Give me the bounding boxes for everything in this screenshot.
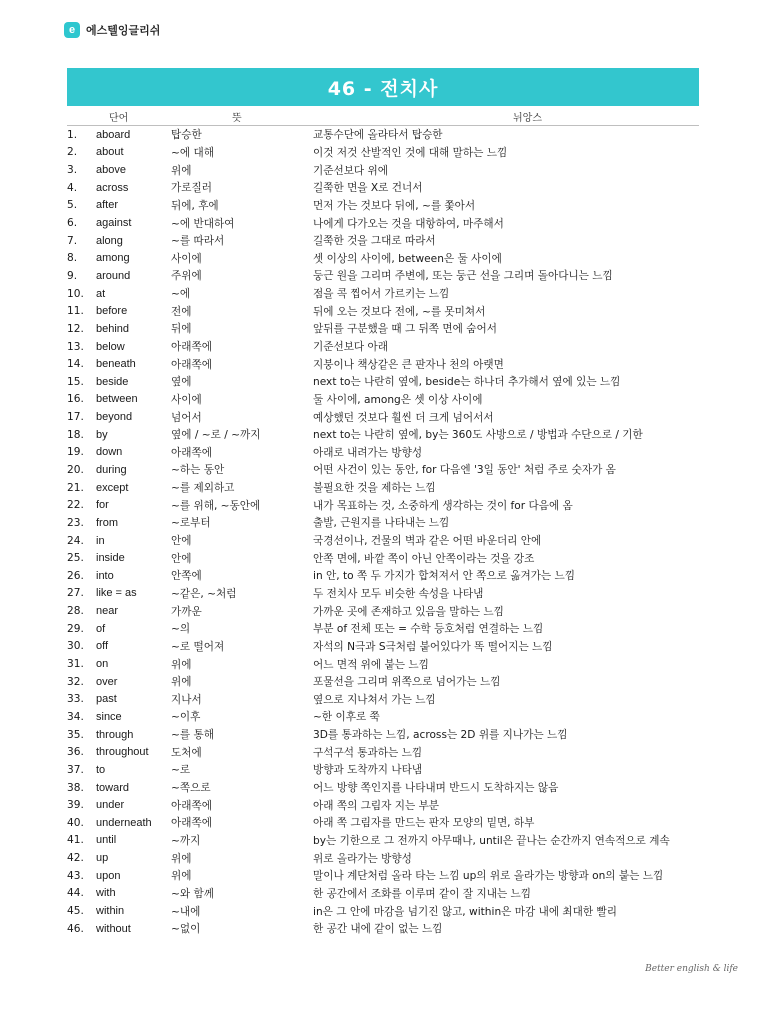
row-meaning: 위에 [171, 852, 192, 865]
row-meaning: 도처에 [171, 746, 202, 759]
row-nuance: ~한 이후로 쭉 [313, 711, 380, 724]
row-word: aboard [96, 128, 131, 141]
brand [64, 22, 160, 38]
row-nuance: 한 공간에서 조화를 이루며 같이 잘 지내는 느낌 [313, 887, 532, 900]
row-meaning: ~같은, ~처럼 [171, 587, 237, 600]
row-nuance: by는 기한으로 그 전까지 아무때나, until은 끝나는 순간까지 연속적으로 계속 [313, 834, 670, 847]
row-word: past [96, 693, 117, 706]
row-meaning: 주위에 [171, 270, 202, 283]
row-word: toward [96, 781, 130, 794]
row-nuance: 불필요한 것을 제하는 느낌 [313, 482, 436, 495]
row-meaning: 아래쪽에 [171, 358, 212, 371]
row-number: 15. [67, 375, 84, 388]
table-row [67, 708, 699, 726]
row-nuance: 교통수단에 올라타서 탑승한 [313, 129, 443, 142]
row-meaning: 뒤에, 후에 [171, 199, 219, 212]
row-number: 10. [67, 287, 84, 300]
row-number: 30. [67, 640, 84, 653]
table-row [67, 655, 699, 673]
row-number: 3. [67, 164, 78, 177]
row-number: 13. [67, 340, 84, 353]
row-number: 35. [67, 728, 84, 741]
row-word: inside [96, 552, 125, 565]
row-meaning: ~를 제외하고 [171, 482, 235, 495]
header-nuance: 뉘앙스 [513, 112, 542, 124]
table-row [67, 355, 699, 373]
table-body [67, 126, 699, 937]
row-meaning: 안에 [171, 535, 192, 548]
row-nuance: 포물선을 그리며 위쪽으로 넘어가는 느낌 [313, 676, 501, 689]
row-word: after [96, 199, 119, 212]
row-meaning: 탑승한 [171, 129, 202, 142]
table-row [67, 585, 699, 603]
row-meaning: ~까지 [171, 834, 201, 847]
row-nuance: 길쭉한 것을 그대로 따라서 [313, 235, 436, 248]
table-row [67, 620, 699, 638]
row-nuance: 내가 목표하는 것, 소중하게 생각하는 것이 for 다음에 옴 [313, 499, 573, 512]
row-word: within [96, 905, 125, 917]
row-number: 45. [67, 905, 84, 917]
row-meaning: ~에 반대하여 [171, 217, 235, 230]
row-number: 46. [67, 922, 84, 935]
row-number: 31. [67, 658, 84, 671]
row-word: in [96, 534, 105, 547]
row-number: 7. [67, 234, 78, 247]
row-number: 16. [67, 393, 84, 406]
row-nuance: 3D를 통과하는 느낌, across는 2D 위를 지나가는 느낌 [313, 729, 568, 742]
row-nuance: 가까운 곳에 존재하고 있음을 말하는 느낌 [313, 605, 504, 618]
table-row [67, 232, 699, 250]
row-nuance: 한 공간 내에 같이 없는 느낌 [313, 923, 443, 936]
row-meaning: ~의 [171, 623, 191, 636]
row-number: 8. [67, 252, 78, 265]
row-nuance: 어느 면적 위에 붙는 느낌 [313, 658, 429, 671]
row-meaning: 뒤에 [171, 323, 192, 336]
table-row [67, 549, 699, 567]
table-row [67, 144, 699, 162]
row-nuance: 둥근 원을 그리며 주변에, 또는 둥근 선을 그리며 돌아다니는 느낌 [313, 270, 613, 283]
row-number: 33. [67, 693, 84, 706]
row-word: under [96, 799, 125, 812]
row-number: 26. [67, 569, 84, 582]
row-number: 32. [67, 675, 84, 688]
row-nuance: 말이나 계단처럼 올라 타는 느낌 up의 위로 올라가는 방향과 on의 붙는 느낌 [313, 870, 664, 883]
row-nuance: 점을 콕 찝어서 가르키는 느낌 [313, 288, 450, 301]
row-word: near [96, 605, 119, 618]
row-meaning: ~없이 [171, 923, 201, 936]
row-word: like = as [96, 587, 137, 600]
row-meaning: 전에 [171, 305, 192, 318]
row-word: except [96, 481, 129, 494]
row-nuance: 길쭉한 면을 X로 건너서 [313, 182, 423, 195]
table-row [67, 514, 699, 532]
row-word: about [96, 146, 124, 159]
table-row [67, 461, 699, 479]
brand-name: 에스텔잉글리쉬 [86, 24, 161, 37]
row-nuance: 어떤 사건이 있는 동안, for 다음엔 '3일 동안' 처럼 주로 숫자가 옴 [313, 464, 616, 477]
row-meaning: 아래쪽에 [171, 341, 212, 353]
row-number: 28. [67, 605, 84, 618]
table-row [67, 249, 699, 267]
table-row [67, 673, 699, 691]
row-word: over [96, 675, 118, 688]
row-word: throughout [96, 746, 149, 759]
table-row [67, 726, 699, 744]
row-number: 18. [67, 428, 84, 441]
row-nuance: 아래 쪽의 그림자 지는 부분 [313, 799, 440, 812]
row-number: 19. [67, 446, 84, 459]
row-word: among [96, 252, 130, 265]
table-row [67, 867, 699, 885]
row-meaning: ~를 따라서 [171, 235, 225, 248]
row-meaning: ~를 통해 [171, 729, 214, 742]
row-meaning: ~에 대해 [171, 146, 214, 159]
row-meaning: 위에 [171, 164, 192, 177]
row-meaning: 아래쪽에 [171, 817, 212, 830]
row-number: 29. [67, 622, 84, 635]
row-meaning: 지나서 [171, 693, 202, 706]
row-number: 20. [67, 463, 84, 476]
row-word: before [96, 305, 128, 318]
row-nuance: 방향과 도착까지 나타냄 [313, 764, 423, 777]
row-meaning: ~를 위해, ~동안에 [171, 499, 261, 512]
row-nuance: 부분 of 전체 또는 = 수학 등호처럼 연결하는 느낌 [313, 623, 544, 636]
row-number: 1. [67, 128, 78, 141]
table-row [67, 832, 699, 850]
row-meaning: 안에 [171, 552, 192, 565]
row-nuance: 자석의 N극과 S극처럼 붙어있다가 똑 떨어지는 느낌 [313, 640, 553, 653]
table-row [67, 849, 699, 867]
page-title: 46 - 전치사 [327, 77, 439, 100]
row-word: behind [96, 322, 130, 335]
row-nuance: 나에게 다가오는 것을 대항하여, 마주해서 [313, 217, 504, 230]
table-row [67, 320, 699, 338]
table-row [67, 796, 699, 814]
header-meaning: 뜻 [232, 112, 242, 124]
table-row [67, 602, 699, 620]
title-banner [67, 68, 699, 106]
row-word: to [96, 763, 106, 776]
row-nuance: 옆으로 지나쳐서 가는 느낌 [313, 693, 436, 706]
row-meaning: ~에 [171, 288, 191, 301]
row-meaning: 위에 [171, 676, 192, 689]
table-row [67, 391, 699, 409]
row-word: along [96, 234, 123, 247]
row-word: on [96, 658, 109, 671]
row-nuance: 어느 방향 쪽인지를 나타내며 반드시 도착하지는 않음 [313, 782, 559, 795]
row-number: 38. [67, 781, 84, 794]
row-number: 11. [67, 305, 84, 318]
table-row [67, 496, 699, 514]
row-number: 25. [67, 552, 84, 565]
row-word: at [96, 287, 106, 300]
row-number: 17. [67, 411, 84, 424]
table-row [67, 302, 699, 320]
table-row [67, 214, 699, 232]
row-meaning: ~로부터 [171, 517, 211, 530]
row-nuance: 두 전치사 모두 비슷한 속성을 나타냄 [313, 587, 484, 600]
row-nuance: 지붕이나 책상같은 큰 판자나 천의 아랫면 [313, 358, 504, 371]
row-number: 6. [67, 217, 78, 230]
row-word: with [96, 887, 116, 900]
row-number: 40. [67, 816, 84, 829]
row-meaning: 가까운 [171, 605, 202, 618]
table-row [67, 761, 699, 779]
row-meaning: 위에 [171, 870, 192, 883]
table-row [67, 267, 699, 285]
row-meaning: ~이후 [171, 711, 201, 724]
header-word: 단어 [109, 112, 129, 124]
row-meaning: ~로 [171, 764, 191, 777]
row-word: by [96, 428, 108, 441]
table-row [67, 179, 699, 197]
row-meaning: 넘어서 [171, 411, 202, 424]
table-header [67, 107, 699, 126]
table-row [67, 444, 699, 462]
row-meaning: 가로질러 [171, 182, 212, 195]
table-row [67, 408, 699, 426]
row-word: below [96, 340, 125, 353]
row-meaning: 사이에 [171, 393, 202, 406]
row-word: of [96, 622, 106, 635]
row-number: 14. [67, 358, 84, 371]
row-nuance: 둘 사이에, among은 셋 이상 사이에 [313, 393, 483, 406]
table-row [67, 779, 699, 797]
row-meaning: 위에 [171, 658, 192, 671]
row-number: 44. [67, 887, 84, 900]
row-nuance: 국경선이나, 건물의 벽과 같은 어떤 바운더리 안에 [313, 535, 542, 548]
row-meaning: ~하는 동안 [171, 464, 225, 477]
row-meaning: 사이에 [171, 252, 202, 265]
table-row [67, 338, 699, 356]
row-word: for [96, 499, 109, 512]
row-word: upon [96, 869, 121, 882]
row-number: 12. [67, 322, 84, 335]
table-row [67, 743, 699, 761]
row-number: 39. [67, 799, 84, 812]
table-row [67, 532, 699, 550]
row-number: 41. [67, 834, 84, 847]
row-word: until [96, 834, 117, 847]
row-nuance: 위로 올라가는 방향성 [313, 852, 412, 865]
row-word: up [96, 852, 109, 865]
row-word: into [96, 569, 114, 582]
row-word: above [96, 164, 126, 177]
row-nuance: 예상했던 것보다 훨씬 더 크게 넘어서서 [313, 411, 494, 424]
row-word: between [96, 393, 138, 406]
row-word: without [96, 922, 131, 935]
table-row [67, 426, 699, 444]
table-row [67, 126, 699, 144]
footer-tagline: Better english & life [645, 964, 738, 974]
row-word: from [96, 516, 118, 529]
row-nuance: 아래로 내려가는 방향성 [313, 446, 423, 459]
vocab-table [67, 107, 699, 937]
row-word: off [96, 640, 109, 653]
row-meaning: 아래쪽에 [171, 799, 212, 812]
row-word: around [96, 269, 131, 282]
row-nuance: in은 그 안에 마감을 넘기진 않고, within은 마감 내에 최대한 빨리 [313, 905, 617, 918]
row-meaning: 안쪽에 [171, 570, 202, 583]
row-nuance: 먼저 가는 것보다 뒤에, ~를 쫓아서 [313, 199, 476, 212]
row-number: 23. [67, 516, 84, 529]
row-number: 43. [67, 869, 84, 882]
table-row [67, 814, 699, 832]
row-word: beneath [96, 358, 136, 371]
row-nuance: next to는 나란히 옆에, by는 360도 사방으로 / 방법과 수단으로 / 기한 [313, 429, 643, 442]
table-row [67, 479, 699, 497]
row-nuance: 기준선보다 위에 [313, 164, 389, 177]
row-number: 37. [67, 763, 84, 776]
row-meaning: 옆에 / ~로 / ~까지 [171, 429, 261, 442]
row-nuance: next to는 나란히 옆에, beside는 하나더 추가해서 옆에 있는 느낌 [313, 376, 621, 389]
table-row [67, 885, 699, 903]
row-number: 21. [67, 481, 84, 494]
row-number: 42. [67, 852, 84, 865]
table-row [67, 902, 699, 920]
table-row [67, 161, 699, 179]
row-meaning: ~내에 [171, 905, 201, 918]
row-word: against [96, 217, 132, 230]
row-nuance: 안쪽 면에, 바깥 쪽이 아닌 안쪽이라는 것을 강조 [313, 552, 535, 565]
row-word: underneath [96, 816, 152, 829]
row-nuance: 앞뒤를 구분했을 때 그 뒤쪽 면에 숨어서 [313, 323, 497, 336]
row-number: 2. [67, 146, 78, 159]
table-row [67, 567, 699, 585]
table-row [67, 285, 699, 303]
row-word: beyond [96, 411, 133, 424]
row-nuance: 셋 이상의 사이에, between은 둘 사이에 [313, 252, 502, 265]
row-word: during [96, 463, 127, 476]
row-number: 5. [67, 199, 78, 212]
row-meaning: 옆에 [171, 376, 192, 389]
row-nuance: 아래 쪽 그림자를 만드는 판자 모양의 밑면, 하부 [313, 817, 535, 830]
row-number: 34. [67, 710, 84, 723]
row-number: 9. [67, 269, 78, 282]
row-nuance: 이것 저것 산발적인 것에 대해 말하는 느낌 [313, 146, 508, 159]
row-nuance: 출발, 근원지를 나타내는 느낌 [313, 517, 450, 530]
row-meaning: 아래쪽에 [171, 446, 212, 459]
table-row [67, 197, 699, 215]
row-meaning: ~로 떨어져 [171, 640, 225, 653]
row-word: down [96, 446, 123, 459]
row-nuance: 기준선보다 아래 [313, 341, 389, 353]
row-number: 27. [67, 587, 84, 600]
row-number: 22. [67, 499, 84, 512]
row-word: through [96, 728, 134, 741]
row-nuance: 뒤에 오는 것보다 전에, ~를 못미쳐서 [313, 305, 486, 318]
table-row [67, 920, 699, 938]
row-nuance: in 안, to 쪽 두 가지가 합쳐져서 안 쪽으로 옮겨가는 느낌 [313, 570, 576, 583]
brand-logo-icon: e [64, 22, 80, 38]
row-meaning: ~쪽으로 [171, 782, 211, 795]
row-nuance: 구석구석 통과하는 느낌 [313, 746, 423, 759]
table-row [67, 691, 699, 709]
row-number: 24. [67, 534, 84, 547]
row-number: 4. [67, 181, 78, 194]
table-row [67, 638, 699, 656]
table-row [67, 373, 699, 391]
row-number: 36. [67, 746, 84, 759]
row-word: since [96, 710, 122, 723]
row-meaning: ~와 함께 [171, 887, 214, 900]
row-word: beside [96, 375, 129, 388]
row-word: across [96, 181, 129, 194]
